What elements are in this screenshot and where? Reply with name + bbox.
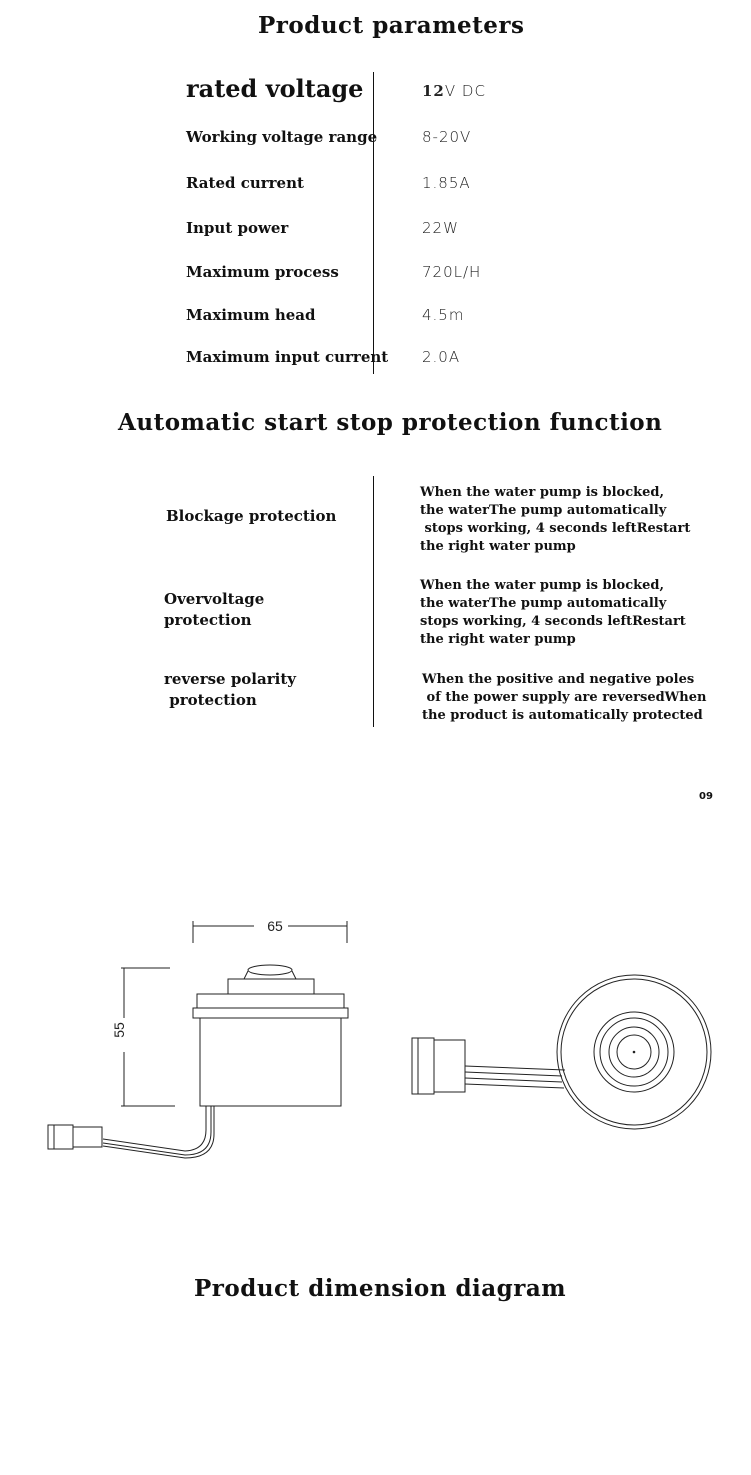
param-label-input-power: Input power xyxy=(186,219,289,237)
top-cable-4 xyxy=(465,1084,564,1088)
protection-label-overvoltage: Overvoltage protection xyxy=(164,590,265,629)
param-value-input-power: 22W xyxy=(422,219,459,237)
dimension-drawing xyxy=(0,900,751,1170)
pump-rim xyxy=(197,994,344,1008)
params-divider xyxy=(373,72,374,374)
top-connector-body xyxy=(434,1040,465,1092)
side-cable-3 xyxy=(103,1106,214,1158)
side-cable-1 xyxy=(103,1106,206,1151)
top-connector-plug xyxy=(412,1038,434,1094)
pump-upper-housing xyxy=(228,979,314,994)
height-dimension-label: 55 xyxy=(111,1022,127,1038)
param-value-rated-current: 1.85A xyxy=(422,174,471,192)
protection-title: Automatic start stop protection function xyxy=(118,409,663,436)
protection-desc-overvoltage: When the water pump is blocked, the waterThe pump automatically stops working, 4 seconds leftRestart the right water pump xyxy=(420,578,686,647)
protection-divider xyxy=(373,476,374,727)
params-title: Product parameters xyxy=(258,12,525,39)
protection-label-reverse-polarity: reverse polarity protection xyxy=(164,670,296,709)
dimension-title: Product dimension diagram xyxy=(194,1275,567,1302)
param-value-max-head: 4.5m xyxy=(422,306,465,324)
topview-center-dot xyxy=(633,1051,635,1053)
param-value-rated-voltage xyxy=(422,82,486,100)
param-label-max-process: Maximum process xyxy=(186,263,339,281)
page-number: 09 xyxy=(699,791,713,802)
top-cable-3 xyxy=(465,1078,562,1082)
param-label-voltage-range: Working voltage range xyxy=(186,128,378,146)
param-label-rated-current: Rated current xyxy=(186,174,304,192)
top-cable-1 xyxy=(465,1066,565,1070)
pump-top-nozzle xyxy=(248,965,292,975)
param-value-max-input-current: 2.0A xyxy=(422,348,461,366)
param-label-rated-voltage: rated voltage xyxy=(186,74,364,103)
side-connector-plug xyxy=(48,1125,73,1149)
pump-body xyxy=(200,1018,341,1106)
protection-label-blockage: Blockage protection xyxy=(166,507,337,525)
top-cable-2 xyxy=(465,1072,562,1076)
param-value-voltage-range: 8-20V xyxy=(422,128,472,146)
protection-desc-reverse-polarity: When the positive and negative poles of the power supply are reversedWhen the product is automatically protected xyxy=(422,672,707,723)
side-cable-2 xyxy=(103,1106,211,1155)
param-label-max-head: Maximum head xyxy=(186,306,316,324)
param-value-max-process: 720L/H xyxy=(422,263,482,281)
param-value-rated-voltage-unit: V DC xyxy=(444,82,486,100)
protection-desc-blockage: When the water pump is blocked, the waterThe pump automatically stops working, 4 seconds leftRestart the right water pump xyxy=(420,485,691,554)
param-label-max-input-current: Maximum input current xyxy=(186,348,389,366)
pump-rim-lower xyxy=(193,1008,348,1018)
param-value-rated-voltage-number: 12 xyxy=(422,82,445,100)
side-connector-body xyxy=(73,1127,102,1147)
width-dimension-label: 65 xyxy=(267,918,283,934)
